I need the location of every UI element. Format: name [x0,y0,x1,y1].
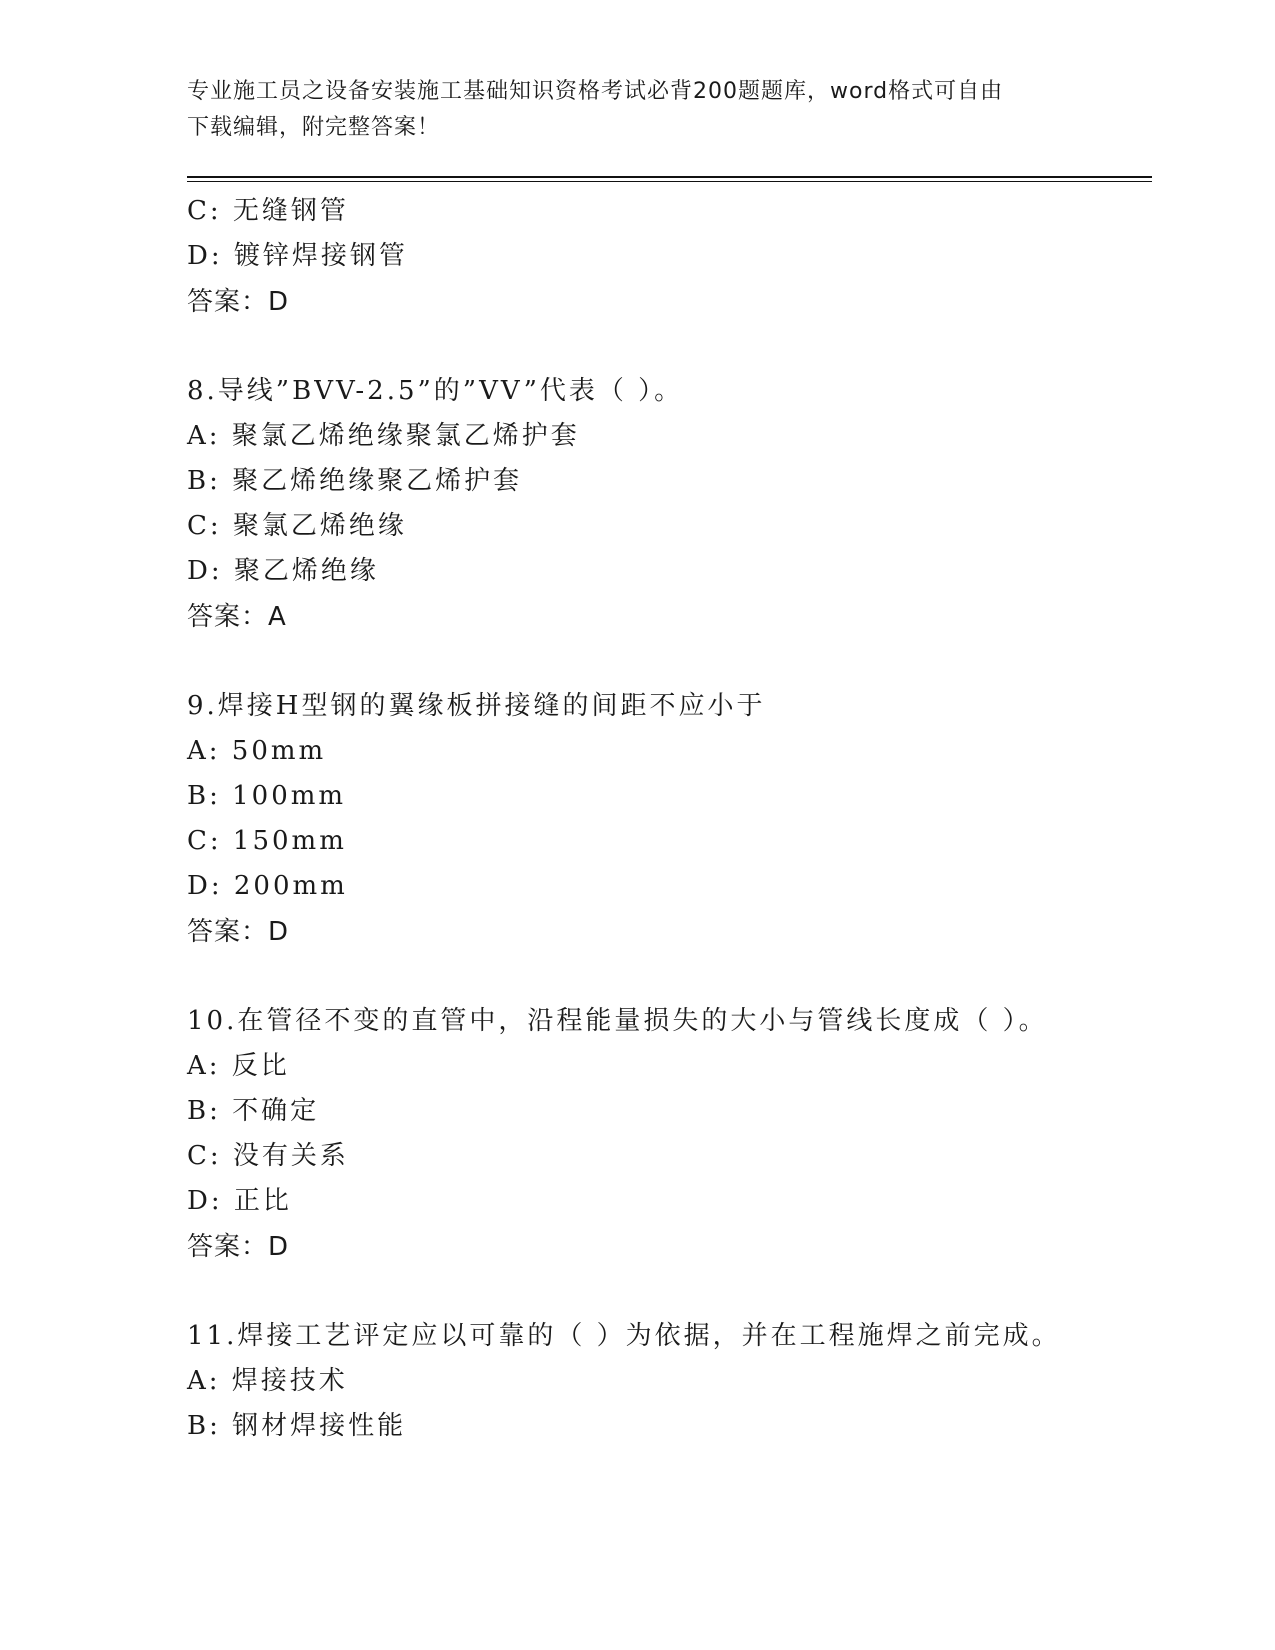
answer-line: 答案：D [187,287,290,317]
answer-option: A: 聚氯乙烯绝缘聚氯乙烯护套 [187,421,580,451]
answer-option: B: 钢材焊接性能 [187,1411,407,1441]
answer-option: B: 不确定 [187,1096,320,1126]
answer-option: D: 正比 [187,1186,292,1216]
answer-option: A: 50mm [187,736,327,766]
header-line-1: 专业施工员之设备安装施工基础知识资格考试必背200题题库，word格式可自由 [187,79,1004,104]
document-header [187,74,1087,146]
answer-option: C: 150mm [187,826,347,856]
answer-option: A: 焊接技术 [187,1366,348,1396]
header-divider-thick [187,176,1152,178]
question-stem: 10.在管径不变的直管中，沿程能量损失的大小与管线长度成（ ）。 [187,1006,1048,1036]
answer-option: C: 没有关系 [187,1141,349,1171]
answer-option: B: 聚乙烯绝缘聚乙烯护套 [187,466,523,496]
question-stem: 9.焊接H型钢的翼缘板拼接缝的间距不应小于 [187,691,766,721]
answer-option: C: 聚氯乙烯绝缘 [187,511,407,541]
answer-option: D: 聚乙烯绝缘 [187,556,379,586]
question-stem: 8.导线”BVV-2.5”的”VV”代表（ ）。 [187,376,684,406]
answer-line: 答案：A [187,602,287,632]
answer-line: 答案：D [187,1232,290,1262]
answer-option: B: 100mm [187,781,347,811]
answer-option: D: 200mm [187,871,348,901]
answer-line: 答案：D [187,917,290,947]
question-spacer [187,955,1147,999]
question-spacer [187,1270,1147,1314]
question-list [187,189,1147,1449]
answer-option: A: 反比 [187,1051,290,1081]
answer-option: C: 无缝钢管 [187,196,349,226]
answer-option: D: 镀锌焊接钢管 [187,241,408,271]
header-divider-thin [187,181,1152,182]
question-spacer [187,640,1147,684]
header-line-2: 下载编辑，附完整答案！ [187,115,441,140]
question-spacer [187,325,1147,369]
question-stem: 11.焊接工艺评定应以可靠的（ ）为依据，并在工程施焊之前完成。 [187,1321,1061,1351]
